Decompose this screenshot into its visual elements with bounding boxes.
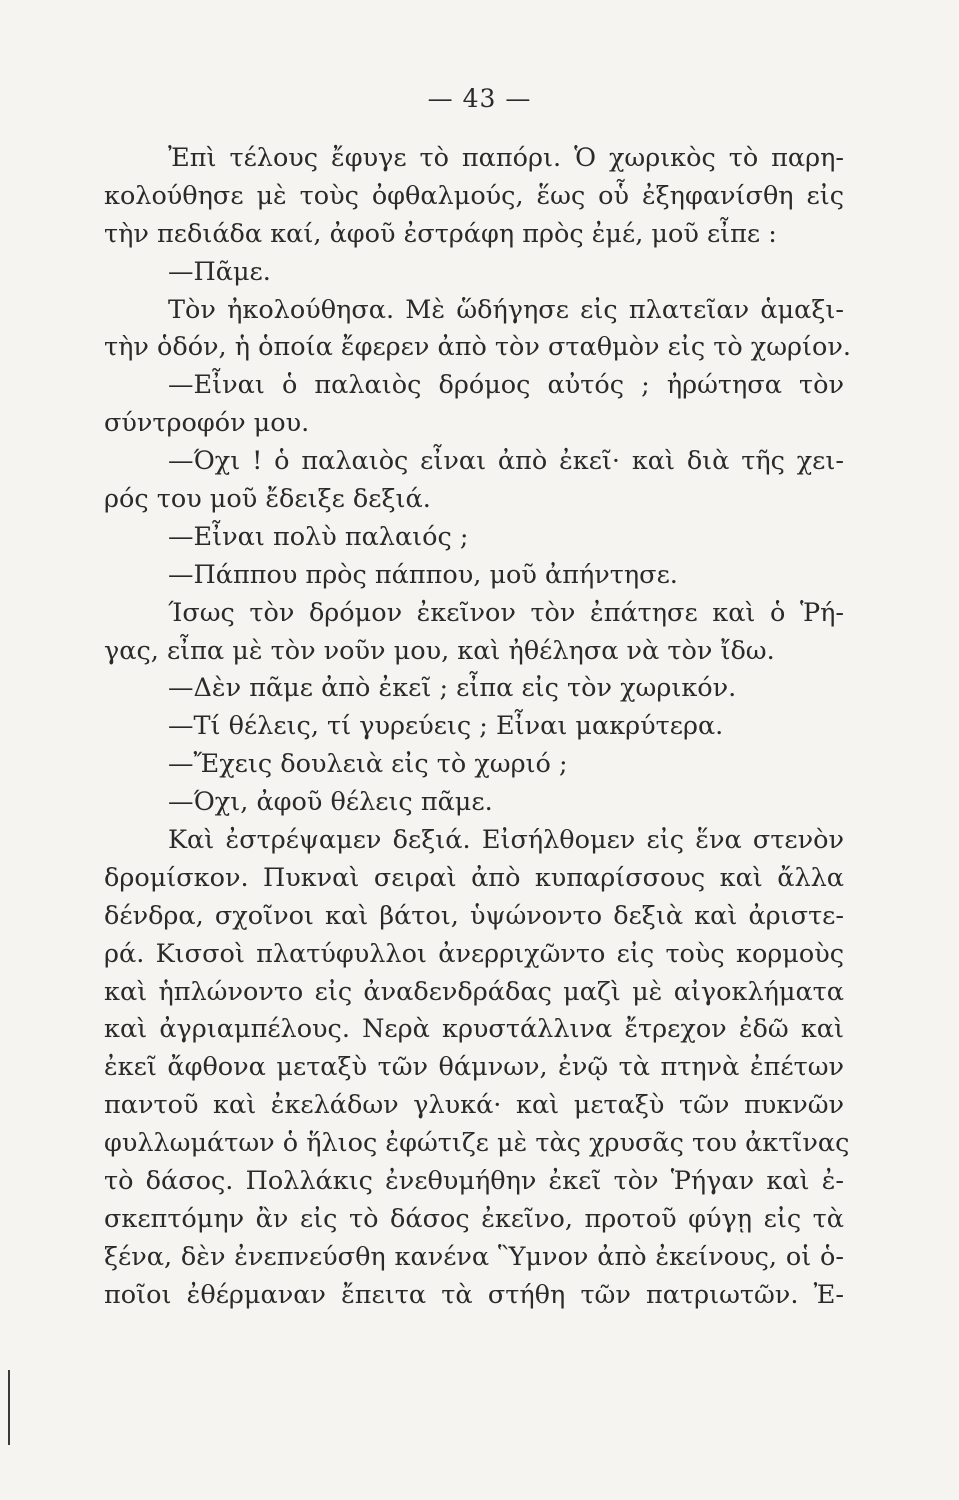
text-line: δρομίσκον. Πυκναὶ σειραὶ ἀπὸ κυπαρίσσους καὶ ἄλλα	[104, 862, 844, 893]
text-line: τὴν πεδιάδα καί, ἀφοῦ ἐστράφη πρὸς ἐμέ, μοῦ εἶπε :	[104, 218, 777, 249]
text-line: —Εἶναι πολὺ παλαιός ;	[168, 521, 469, 552]
text-line: —Πᾶμε.	[168, 256, 271, 287]
text-line: Ἐπὶ τέλους ἔφυγε τὸ παπόρι. Ὁ χωρικὸς τὸ παρη-	[168, 143, 844, 173]
text-line: ποῖοι ἐθέρμαναν ἔπειτα τὰ στήθη τῶν πατριωτῶν. Ἐ-	[104, 1279, 844, 1310]
text-line: τὴν ὁδόν, ἡ ὁποία ἔφερεν ἀπὸ τὸν σταθμὸν εἰς τὸ χωρίον.	[104, 332, 851, 363]
text-line: —Δὲν πᾶμε ἀπὸ ἐκεῖ ; εἶπα εἰς τὸν χωρικόν.	[168, 673, 737, 704]
text-line: ρός του μοῦ ἔδειξε δεξιά.	[104, 484, 431, 515]
text-line: γας, εἶπα μὲ τὸν νοῦν μου, καὶ ἠθέλησα νὰ τὸν ἴδω.	[104, 635, 775, 666]
text-line: δένδρα, σχοῖνοι καὶ βάτοι, ὑψώνοντο δεξιὰ καὶ ἀριστε-	[104, 900, 844, 931]
text-line: —Όχι, ἀφοῦ θέλεις πᾶμε.	[168, 787, 493, 818]
text-line: ξένα, δὲν ἐνεπνεύσθη κανένα Ὓμνον ἀπὸ ἐκείνους, οἱ ὁ-	[104, 1241, 844, 1272]
margin-mark	[8, 1370, 10, 1445]
body-text	[104, 140, 851, 1315]
text-line: —Πάππου πρὸς πάππου, μοῦ ἀπήντησε.	[168, 559, 678, 590]
text-line: κολούθησε μὲ τοὺς ὀφθαλμούς, ἕως οὗ ἐξηφανίσθη εἰς	[104, 180, 844, 211]
text-line: τὸ δάσος. Πολλάκις ἐνεθυμήθην ἐκεῖ τὸν Ῥήγαν καὶ ἐ-	[104, 1166, 844, 1197]
text-line: —Ἔχεις δουλειὰ εἰς τὸ χωριό ;	[168, 749, 568, 780]
text-line: —Τί θέλεις, τί γυρεύεις ; Εἶναι μακρύτερα.	[168, 711, 724, 742]
text-line: ἐκεῖ ἄφθονα μεταξὺ τῶν θάμνων, ἐνῷ τὰ πτηνὰ ἐπέτων	[104, 1052, 844, 1083]
text-line: φυλλωμάτων ὁ ἥλιος ἐφώτιζε μὲ τὰς χρυσᾶς του ἀκτῖνας	[104, 1128, 850, 1159]
text-line: σύντροφόν μου.	[104, 408, 310, 439]
page-number: — 43 —	[427, 84, 532, 113]
text-line: Τὸν ἠκολούθησα. Μὲ ὥδήγησε εἰς πλατεῖαν ἁμαξι-	[168, 294, 844, 325]
text-line: ρά. Κισσοὶ πλατύφυλλοι ἀνερριχῶντο εἰς τοὺς κορμοὺς	[104, 938, 844, 969]
text-line: καὶ ἡπλώνοντο εἰς ἀναδενδράδας μαζὶ μὲ αἰγοκλήματα	[104, 976, 844, 1007]
text-line: σκεπτόμην ἂν εἰς τὸ δάσος ἐκεῖνο, προτοῦ φύγῃ εἰς τὰ	[104, 1203, 844, 1234]
text-line: —Όχι ! ὁ παλαιὸς εἶναι ἀπὸ ἐκεῖ· καὶ διὰ τῆς χει-	[168, 446, 844, 477]
text-line: Καὶ ἐστρέψαμεν δεξιά. Εἰσήλθομεν εἰς ἕνα στενὸν	[168, 825, 844, 856]
text-line: παντοῦ καὶ ἐκελάδων γλυκά· καὶ μεταξὺ τῶν πυκνῶν	[104, 1090, 844, 1121]
text-line: —Εἶναι ὁ παλαιὸς δρόμος αὐτός ; ἠρώτησα τὸν	[168, 370, 844, 401]
text-line: καὶ ἀγριαμπέλους. Νερὰ κρυστάλλινα ἔτρεχον ἐδῶ καὶ	[104, 1014, 844, 1045]
text-line: Ίσως τὸν δρόμον ἐκεῖνον τὸν ἐπάτησε καὶ ὁ Ῥή-	[168, 597, 844, 628]
